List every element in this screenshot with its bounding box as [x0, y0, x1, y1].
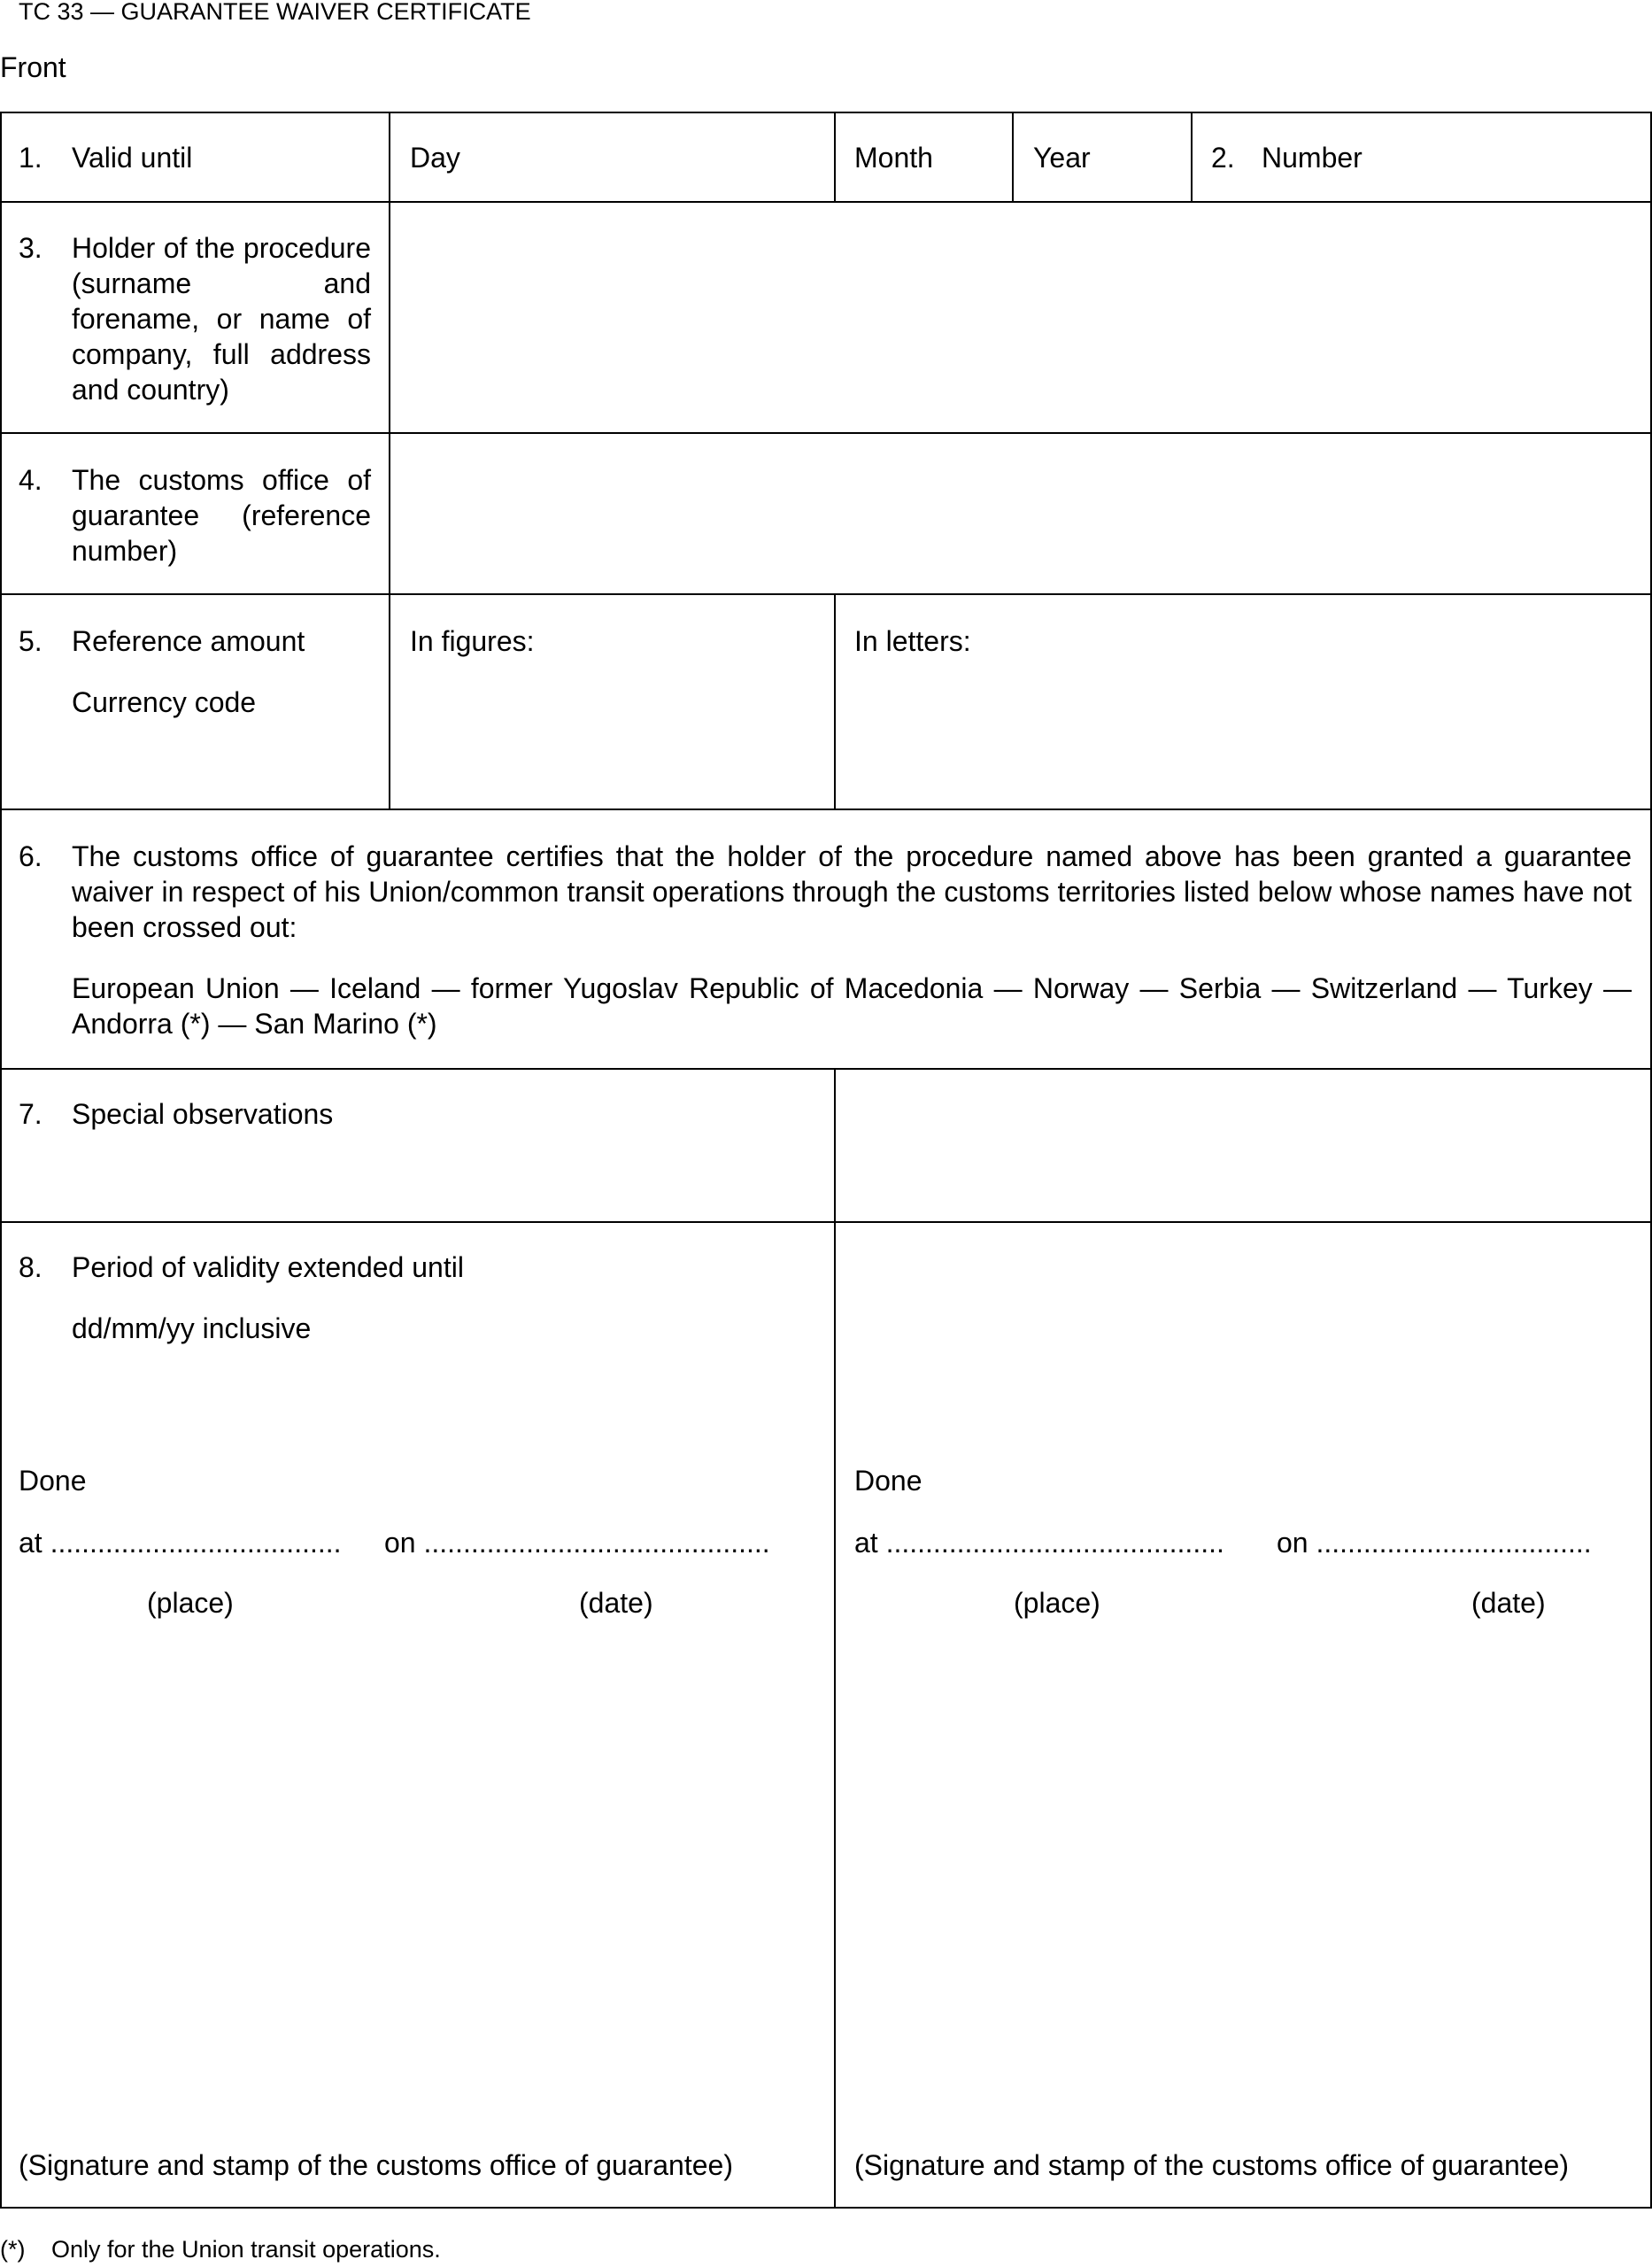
left-place-caption: (place): [147, 1587, 234, 1619]
border-row1-bottom: [0, 201, 1652, 203]
month-label: Month: [854, 142, 933, 174]
document-title: TC 33 — GUARANTEE WAIVER CERTIFICATE: [19, 0, 531, 25]
border-bottom: [0, 2207, 1652, 2209]
border-row4-bottom: [0, 809, 1652, 810]
left-signature-caption: (Signature and stamp of the customs office of guarantee): [19, 2149, 733, 2181]
box8-number: 8.: [19, 1251, 42, 1283]
box4-label: The customs office of guarantee (reference number): [72, 464, 371, 567]
box3-number: 3.: [19, 232, 42, 264]
side-label: Front: [0, 51, 66, 83]
divider-figures-letters: [834, 593, 836, 810]
divider-lower-columns: [834, 1068, 836, 2209]
divider-month-year: [1012, 112, 1014, 203]
currency-code-label: Currency code: [72, 686, 257, 718]
left-on-line: on ............................................: [384, 1527, 770, 1559]
in-figures-label: In figures:: [410, 625, 535, 657]
box1-number: 1.: [19, 142, 42, 174]
box2-label: Number: [1262, 142, 1363, 174]
date-format-label: dd/mm/yy inclusive: [72, 1312, 312, 1344]
customs-office-entry-area[interactable]: [392, 436, 1648, 592]
box4-number: 4.: [19, 464, 42, 496]
territories-list: European Union — Iceland — former Yugoslav Republic of Macedonia — Norway — Serbia — Switzerland — Turkey — Andorra (*) — San Marino (*): [72, 972, 1632, 1040]
right-done-label: Done: [854, 1465, 922, 1497]
border-top: [0, 112, 1652, 113]
right-signature-stamp-area[interactable]: [838, 1629, 1648, 2134]
divider-year-number: [1191, 112, 1193, 203]
year-label: Year: [1033, 142, 1091, 174]
box1-label: Valid until: [72, 142, 193, 174]
box6-text: The customs office of guarantee certifies that the holder of the procedure named above has been granted a guarantee waiver in respect of his Union/common transit operations through the customs territories listed below whose names have not been crossed out:: [72, 840, 1632, 943]
left-signature-stamp-area[interactable]: [4, 1629, 832, 2134]
right-date-caption: (date): [1471, 1587, 1546, 1619]
left-done-label: Done: [19, 1465, 87, 1497]
divider-middle-column: [834, 112, 836, 203]
right-at-line: at ...........................................: [854, 1527, 1224, 1559]
box6-number: 6.: [19, 840, 42, 872]
day-label: Day: [410, 142, 460, 174]
box8-label: Period of validity extended until: [72, 1251, 464, 1283]
left-at-line: at .....................................: [19, 1527, 342, 1559]
in-letters-label: In letters:: [854, 625, 971, 657]
border-row5-bottom: [0, 1068, 1652, 1070]
left-date-caption: (date): [579, 1587, 653, 1619]
footnote-mark: (*): [0, 2236, 26, 2263]
right-place-caption: (place): [1014, 1587, 1100, 1619]
border-row6-bottom: [0, 1221, 1652, 1223]
holder-entry-area[interactable]: [392, 205, 1648, 430]
box3-label: Holder of the procedure (surname and forename, or name of company, full address and country): [72, 232, 371, 406]
box5-number: 5.: [19, 625, 42, 657]
right-signature-caption: (Signature and stamp of the customs office of guarantee): [854, 2149, 1569, 2181]
box5-label: Reference amount: [72, 625, 305, 657]
box7-label: Special observations: [72, 1098, 334, 1130]
box7-number: 7.: [19, 1098, 42, 1130]
border-left: [0, 112, 2, 2209]
divider-label-column: [389, 112, 390, 810]
border-row3-bottom: [0, 593, 1652, 595]
special-observations-area[interactable]: [838, 1072, 1648, 1219]
border-row2-bottom: [0, 432, 1652, 434]
footnote-text: Only for the Union transit operations.: [51, 2236, 441, 2263]
right-on-line: on ...................................: [1277, 1527, 1592, 1559]
footnote: [0, 2235, 441, 2263]
box2-number: 2.: [1211, 142, 1235, 174]
